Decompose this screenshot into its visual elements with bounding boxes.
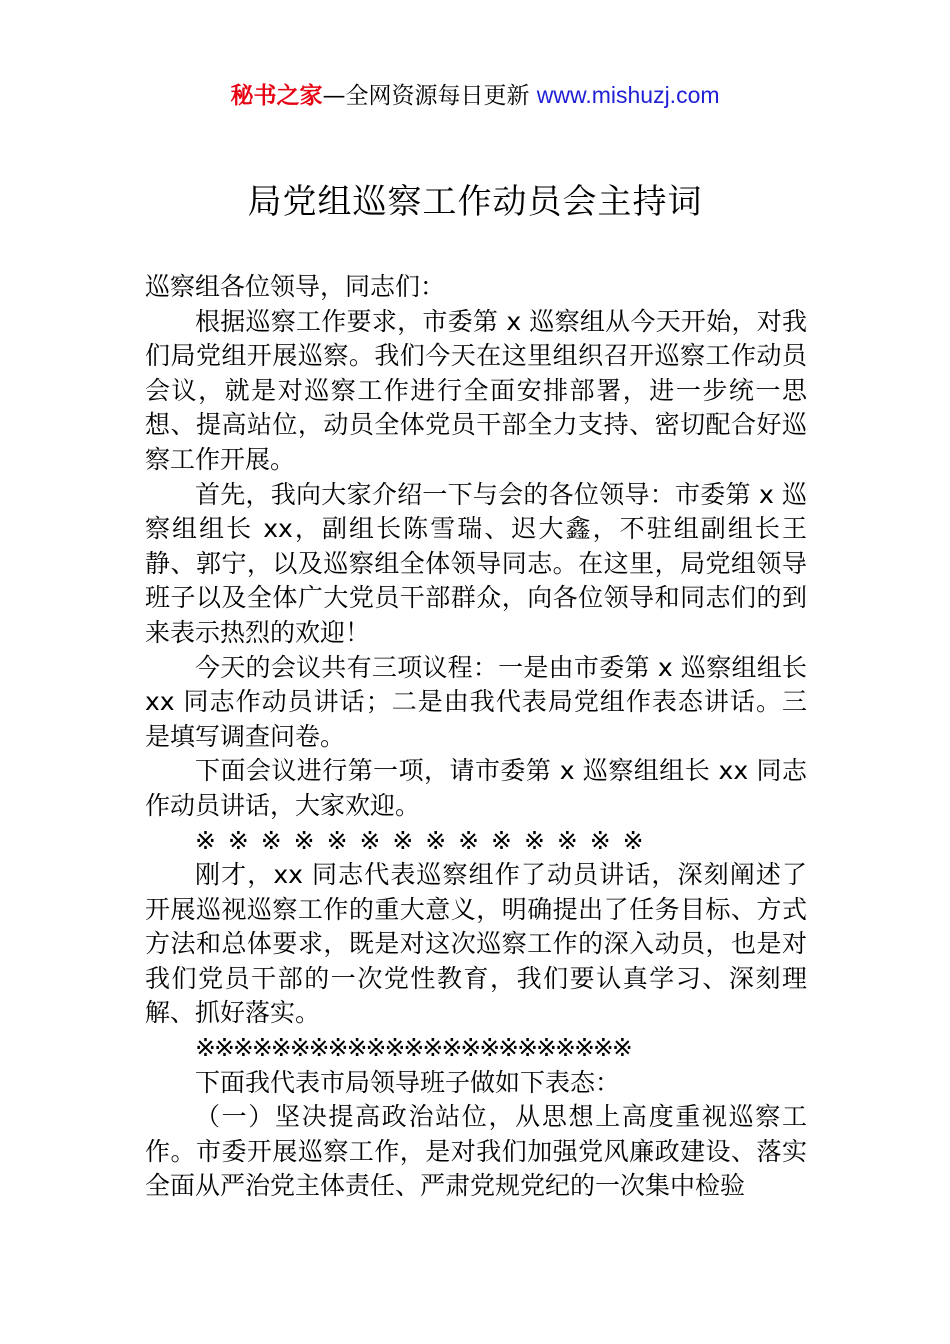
separator-line: ※ ※ ※ ※ ※ ※ ※ ※ ※ ※ ※ ※ ※ ※: [195, 825, 646, 855]
site-tagline: —全网资源每日更新: [322, 83, 537, 109]
paragraph-introductions: 首先，我向大家介绍一下与会的各位领导：市委第 x 巡察组组长 xx，副组长陈雪瑞、迟大鑫，不驻组副组长王静、郭宁，以及巡察组全体领导同志。在这里，局党组领导班子以及全体广大党员干部群众，向各位领导和同志们的到来表示热烈的欢迎！: [145, 479, 807, 647]
paragraph-statement-intro: 下面我代表市局领导班子做如下表态：: [195, 1067, 621, 1097]
paragraph-section-1: （一）坚决提高政治站位，从思想上高度重视巡察工作。市委开展巡察工作，是对我们加强党风廉政建设、落实全面从严治党主体责任、严肃党规党纪的一次集中检验: [145, 1102, 807, 1201]
site-brand: 秘书之家: [230, 83, 323, 109]
paragraph-intro: 根据巡察工作要求，市委第 x 巡察组从今天开始，对我们局党组开展巡察。我们今天在这里组织召开巡察工作动员会议，就是对巡察工作进行全面安排部署，进一步统一思想、提高站位，动员全体党员干部全力支持、密切配合好巡察工作开展。: [145, 306, 807, 474]
document-title: 局党组巡察工作动员会主持词: [247, 182, 703, 222]
paragraph-summary: 刚才，xx 同志代表巡察组作了动员讲话，深刻阐述了开展巡视巡察工作的重大意义，明确提出了任务目标、方式方法和总体要求，既是对这次巡察工作的深入动员，也是对我们党员干部的一次党性教育，我们要认真学习、深刻理解、抓好落实。: [145, 860, 807, 1028]
separator-line: ※※※※※※※※※※※※※※※※※※※※※※※: [195, 1033, 631, 1063]
site-url-link[interactable]: www.mishuzj.com: [536, 82, 720, 108]
paragraph-first-item: 下面会议进行第一项，请市委第 x 巡察组组长 xx 同志作动员讲话，大家欢迎。: [145, 756, 807, 820]
document-body: [145, 270, 807, 1204]
salutation: 巡察组各位领导，同志们：: [145, 272, 446, 301]
paragraph-agenda: 今天的会议共有三项议程：一是由市委第 x 巡察组组长 xx 同志作动员讲话；二是由我代表局党组作表态讲话。三是填写调查问卷。: [145, 652, 807, 751]
site-header: [0, 80, 950, 111]
